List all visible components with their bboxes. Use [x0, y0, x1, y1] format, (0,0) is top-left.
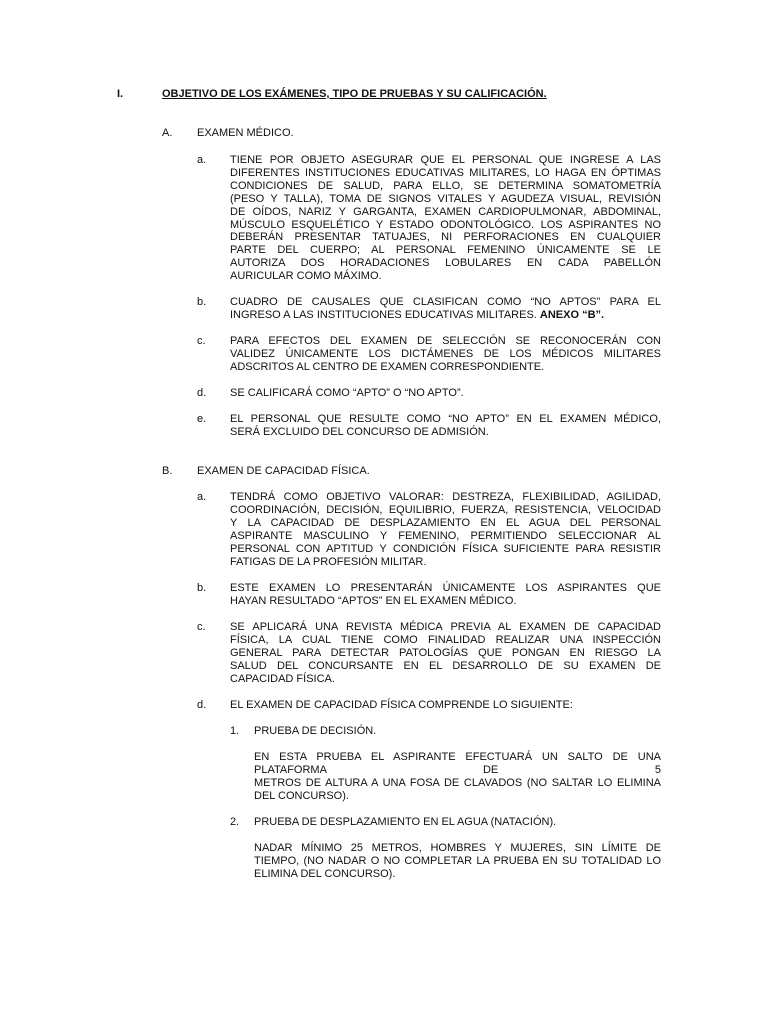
text-line: DE OÍDOS, NARIZ Y GARGANTA, EXAMEN CARDIOPULMONAR, ABDOMINAL, — [230, 205, 661, 218]
text-line: PLATAFORMA DE 5 — [254, 763, 661, 776]
text-line: DEBERÁN PRESENTAR TATUAJES, NI PERFORACIONES EN CUALQUIER — [230, 231, 661, 244]
text-line: DEL CONCURSO). — [254, 789, 349, 802]
test-number: 2. — [230, 816, 240, 828]
text-line: CAPACIDAD FÍSICA. — [230, 672, 335, 685]
paragraph-a-b — [230, 296, 661, 322]
text-line: NADAR MÍNIMO 25 METROS, HOMBRES Y MUJERES, SIN LÍMITE DE — [254, 842, 661, 854]
subsection-b-letter: B. — [162, 465, 173, 477]
test-2-description — [254, 842, 661, 881]
text-line: EN ESTA PRUEBA EL ASPIRANTE EFECTUARÁ UN SALTO DE UNA — [254, 751, 661, 763]
subsection-a-title: EXAMEN MÉDICO. — [197, 127, 294, 139]
text-line: EL PERSONAL QUE RESULTE COMO “NO APTO” EN EL EXAMEN MÉDICO, — [230, 413, 661, 425]
test-number: 1. — [230, 725, 240, 737]
text-line: METROS DE ALTURA A UNA FOSA DE CLAVADOS (NO SALTAR LO ELIMINA — [254, 776, 661, 789]
text-line: AURICULAR COMO MÁXIMO. — [230, 270, 382, 283]
text-line: ESTE EXAMEN LO PRESENTARÁN ÚNICAMENTE LOS ASPIRANTES QUE — [230, 582, 661, 594]
text-line: CONDICIONES DE SALUD, PARA ELLO, SE DETERMINA SOMATOMETRÍA — [230, 179, 661, 192]
text-line: AUTORIZA DOS HORADACIONES LOBULARES EN CADA PABELLÓN — [230, 257, 661, 270]
annex-reference: ANEXO “B”. — [539, 308, 605, 321]
text-line: VALIDEZ ÚNICAMENTE LOS DICTÁMENES DE LOS MÉDICOS MILITARES — [230, 347, 661, 360]
text-line: FÍSICA, LA CUAL TIENE COMO FINALIDAD REALIZAR UNA INSPECCIÓN — [230, 633, 661, 646]
item-letter: a. — [197, 491, 207, 503]
text-line: ELIMINA DEL CONCURSO). — [254, 867, 396, 880]
section-title: OBJETIVO DE LOS EXÁMENES, TIPO DE PRUEBAS Y SU CALIFICACIÓN. — [162, 88, 547, 100]
test-title: PRUEBA DE DESPLAZAMIENTO EN EL AGUA (NATACIÓN). — [254, 816, 557, 828]
text-line: PERSONAL CON APTITUD Y CONDICIÓN FÍSICA SUFICIENTE PARA RESISTIR — [230, 542, 661, 555]
item-letter: e. — [197, 413, 207, 425]
paragraph-a-c — [230, 335, 661, 374]
paragraph-a-a — [230, 154, 661, 283]
text-line: ADSCRITOS AL CENTRO DE EXAMEN CORRESPONDIENTE. — [230, 360, 545, 373]
text-line: SALUD DEL CONCURSANTE EN EL DESARROLLO DE SU EXAMEN DE — [230, 659, 661, 672]
text-line: EL EXAMEN DE CAPACIDAD FÍSICA COMPRENDE LO SIGUIENTE: — [230, 699, 573, 711]
test-1-description — [254, 751, 661, 803]
text-line: TENDRÁ COMO OBJETIVO VALORAR: DESTREZA, FLEXIBILIDAD, AGILIDAD, — [230, 491, 661, 503]
paragraph-b-c — [230, 621, 661, 686]
paragraph-a-d — [230, 387, 661, 400]
text-line — [230, 309, 661, 322]
text-line: SERÁ EXCLUIDO DEL CONCURSO DE ADMISIÓN. — [230, 425, 489, 438]
test-title: PRUEBA DE DECISIÓN. — [254, 725, 377, 737]
paragraph-b-d — [230, 699, 661, 712]
text-line: FATIGAS DE LA PROFESIÓN MILITAR. — [230, 555, 427, 568]
item-letter: c. — [197, 335, 206, 347]
item-letter: d. — [197, 699, 207, 711]
text-line: ASPIRANTE MASCULINO Y FEMENINO, PERMITIENDO SELECCIONAR AL — [230, 529, 661, 542]
text-line: (PESO Y TALLA), TOMA DE SIGNOS VITALES Y AGUDEZA VISUAL, REVISIÓN — [230, 192, 661, 205]
subsection-a-letter: A. — [162, 127, 173, 139]
paragraph-a-e — [230, 413, 661, 439]
paragraph-b-a — [230, 491, 661, 568]
text-line: TIENE POR OBJETO ASEGURAR QUE EL PERSONAL QUE INGRESE A LAS — [230, 154, 661, 166]
item-letter: a. — [197, 154, 207, 166]
item-letter: d. — [197, 387, 207, 399]
text-line: DIFERENTES INSTITUCIONES EDUCATIVAS MILITARES, LO HAGA EN ÓPTIMAS — [230, 166, 661, 179]
text-line: TIEMPO, (NO NADAR O NO COMPLETAR LA PRUEBA EN SU TOTALIDAD LO — [254, 854, 661, 867]
text-line: MÚSCULO ESQUELÉTICO Y ESTADO ODONTOLÓGICO. LOS ASPIRANTES NO — [230, 218, 661, 231]
text-line: CUADRO DE CAUSALES QUE CLASIFICAN COMO “NO APTOS” PARA EL — [230, 296, 661, 308]
text-line: COORDINACIÓN, DECISIÓN, EQUILIBRIO, FUERZA, RESISTENCIA, VELOCIDAD — [230, 503, 661, 516]
text-run: INGRESO A LAS INSTITUCIONES EDUCATIVAS MILITARES. — [230, 308, 537, 321]
text-line: PARTE DEL CUERPO; AL PERSONAL FEMENINO ÚNICAMENTE SE LE — [230, 244, 661, 257]
item-letter: b. — [197, 582, 207, 594]
section-number: I. — [117, 88, 124, 100]
text-line: SE CALIFICARÁ COMO “APTO” O “NO APTO”. — [230, 387, 464, 399]
item-letter: b. — [197, 296, 207, 308]
text-line: Y LA CAPACIDAD DE DESPLAZAMIENTO EN EL AGUA DEL PERSONAL — [230, 516, 661, 529]
text-line: SE APLICARÁ UNA REVISTA MÉDICA PREVIA AL EXAMEN DE CAPACIDAD — [230, 621, 661, 633]
text-line: PARA EFECTOS DEL EXAMEN DE SELECCIÓN SE RECONOCERÁN CON — [230, 335, 661, 347]
subsection-b-title: EXAMEN DE CAPACIDAD FÍSICA. — [197, 465, 370, 477]
text-line: HAYAN RESULTADO “APTOS” EN EL EXAMEN MÉDICO. — [230, 594, 517, 607]
text-line: GENERAL PARA DETECTAR PATOLOGÍAS QUE PONGAN EN RIESGO LA — [230, 646, 661, 659]
item-letter: c. — [197, 621, 206, 633]
paragraph-b-b — [230, 582, 661, 608]
